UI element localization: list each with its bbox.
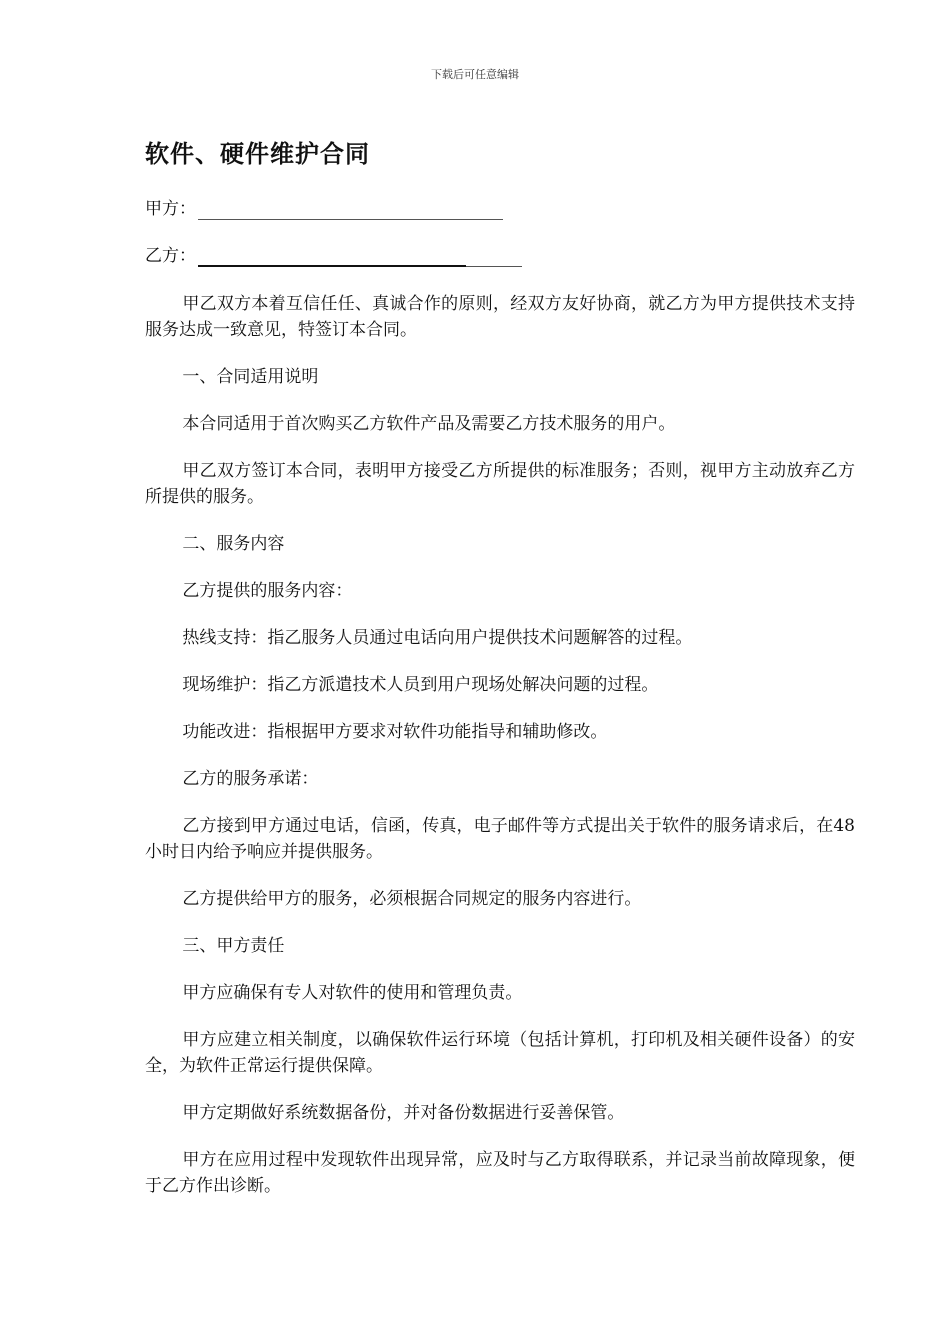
header-note: 下载后可任意编辑: [431, 68, 519, 81]
party-b-label: 乙方：: [145, 246, 196, 266]
paragraph: 乙方提供给甲方的服务，必须根据合同规定的服务内容进行。: [182, 889, 642, 909]
party-a-blank: [198, 205, 503, 220]
paragraph: 热线支持：指乙服务人员通过电话向用户提供技术问题解答的过程。: [182, 628, 693, 648]
party-a-line: [145, 198, 503, 220]
paragraph: 乙方提供的服务内容：: [182, 581, 353, 601]
paragraph: 功能改进：指根据甲方要求对软件功能指导和辅助修改。: [182, 722, 608, 742]
paragraph: 甲方在应用过程中发现软件出现异常，应及时与乙方取得联系，并记录当前故障现象，便于乙方作出诊断。: [145, 1150, 855, 1196]
paragraph: 本合同适用于首次购买乙方软件产品及需要乙方技术服务的用户。: [182, 414, 676, 434]
party-b-line: [145, 245, 522, 267]
paragraph: 甲方定期做好系统数据备份，并对备份数据进行妥善保管。: [182, 1103, 625, 1123]
party-a-label: 甲方：: [145, 199, 196, 219]
section-heading-2: 二、服务内容: [182, 534, 285, 554]
section-heading-1: 一、合同适用说明: [182, 367, 319, 387]
document-title: 软件、硬件维护合同: [145, 140, 370, 168]
paragraph: 乙方接到甲方通过电话，信函，传真，电子邮件等方式提出关于软件的服务请求后，在48小时日内给予响应并提供服务。: [145, 816, 855, 862]
paragraph: 现场维护：指乙方派遣技术人员到用户现场处解决问题的过程。: [182, 675, 659, 695]
document-body: [145, 291, 855, 1220]
party-b-blank-extension: [466, 252, 522, 267]
paragraph: 甲方应建立相关制度，以确保软件运行环境（包括计算机，打印机及相关硬件设备）的安全，为软件正常运行提供保障。: [145, 1030, 855, 1076]
paragraph: 甲方应确保有专人对软件的使用和管理负责。: [182, 983, 523, 1003]
paragraph: 甲乙双方签订本合同，表明甲方接受乙方所提供的标准服务；否则，视甲方主动放弃乙方所提供的服务。: [145, 461, 855, 507]
section-heading-3: 三、甲方责任: [182, 936, 285, 956]
party-b-blank: [198, 251, 466, 267]
intro-paragraph: 甲乙双方本着互信任任、真诚合作的原则，经双方友好协商，就乙方为甲方提供技术支持服务达成一致意见，特签订本合同。: [145, 294, 855, 340]
paragraph: 乙方的服务承诺：: [182, 769, 319, 789]
